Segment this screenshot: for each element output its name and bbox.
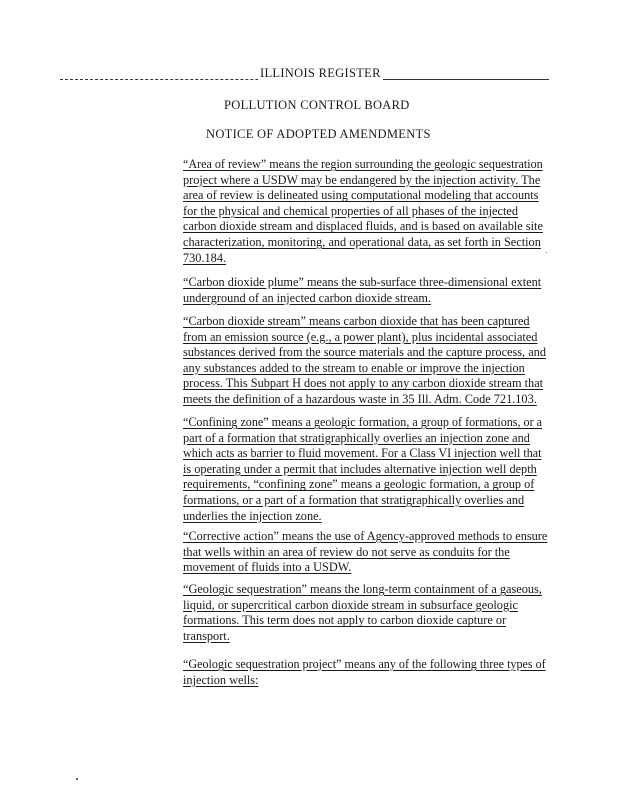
text-line: “Carbon dioxide plume” means the sub-surface three-dimensional extent (183, 275, 542, 289)
text-line: “Confining zone” means a geologic formation, a group of formations, or a (183, 415, 543, 429)
text-line: is operating under a permit that includes alternative injection well depth (183, 461, 537, 476)
definition-geologic-sequestration (183, 582, 547, 644)
text-line: 730.184. (183, 250, 227, 265)
text-line: formations. This term does not apply to carbon dioxide capture or (183, 613, 507, 628)
text-line: part of a formation that stratigraphically overlies an injection zone and (183, 430, 530, 445)
definition-carbon-dioxide-stream (183, 314, 547, 408)
text-line: “Geologic sequestration” means the long-term containment of a gaseous, (183, 582, 542, 596)
text-line: characterization, monitoring, and operational data, as set forth in Section (183, 234, 541, 249)
text-line: any substances added to the stream to enable or improve the injection (183, 360, 525, 375)
text-line: underlies the injection zone. (183, 508, 322, 523)
text-line: underground of an injected carbon dioxide stream. (183, 290, 432, 305)
text-line: area of review is delineated using computational modeling that accounts (183, 188, 539, 203)
text-line: “Area of review” means the region surrounding the geologic sequestration (183, 157, 543, 171)
text-line: substances derived from the source materials and the capture process, and (183, 345, 546, 360)
board-title: POLLUTION CONTROL BOARD (224, 98, 410, 112)
text-line: process. This Subpart H does not apply to any carbon dioxide stream that (183, 376, 544, 391)
notice-title: NOTICE OF ADOPTED AMENDMENTS (206, 127, 431, 141)
text-line: project where a USDW may be endangered by the injection activity. The (183, 172, 541, 187)
text-line: injection wells: (183, 672, 259, 687)
definition-confining-zone (183, 415, 547, 524)
text-line: “Corrective action” means the use of Agency-approved methods to ensure (183, 529, 548, 543)
text-line: from an emission source (e.g., a power plant), plus incidental associated (183, 329, 538, 344)
definition-area-of-review (183, 157, 547, 266)
text-line: that wells within an area of review do not serve as conduits for the (183, 544, 510, 559)
register-title: ILLINOIS REGISTER (260, 66, 381, 80)
text-line: carbon dioxide stream and displaced fluids, and is based on available site (183, 219, 543, 234)
definition-corrective-action (183, 529, 547, 576)
text-line: transport. (183, 628, 230, 643)
header-rule-solid (380, 79, 549, 80)
text-line: meets the definition of a hazardous waste in 35 Ill. Adm. Code 721.103. (183, 391, 537, 406)
text-line: formations, or a part of a formation that stratigraphically overlies and (183, 492, 525, 507)
text-line: which acts as barrier to fluid movement. For a Class VI injection well that (183, 446, 542, 461)
text-line: “Geologic sequestration project” means any of the following three types of (183, 657, 546, 671)
text-line: requirements, “confining zone” means a geologic formation, a group of (183, 477, 535, 492)
scan-speck (76, 778, 78, 780)
text-line: for the physical and chemical properties of all phases of the injected (183, 203, 518, 218)
text-line: movement of fluids into a USDW. (183, 560, 352, 575)
text-line: liquid, or supercritical carbon dioxide stream in subsurface geologic (183, 597, 518, 612)
definition-geologic-sequestration-project (183, 657, 547, 688)
definition-carbon-dioxide-plume (183, 275, 547, 306)
scan-speck (546, 252, 547, 253)
text-line: “Carbon dioxide stream” means carbon dioxide that has been captured (183, 314, 530, 328)
